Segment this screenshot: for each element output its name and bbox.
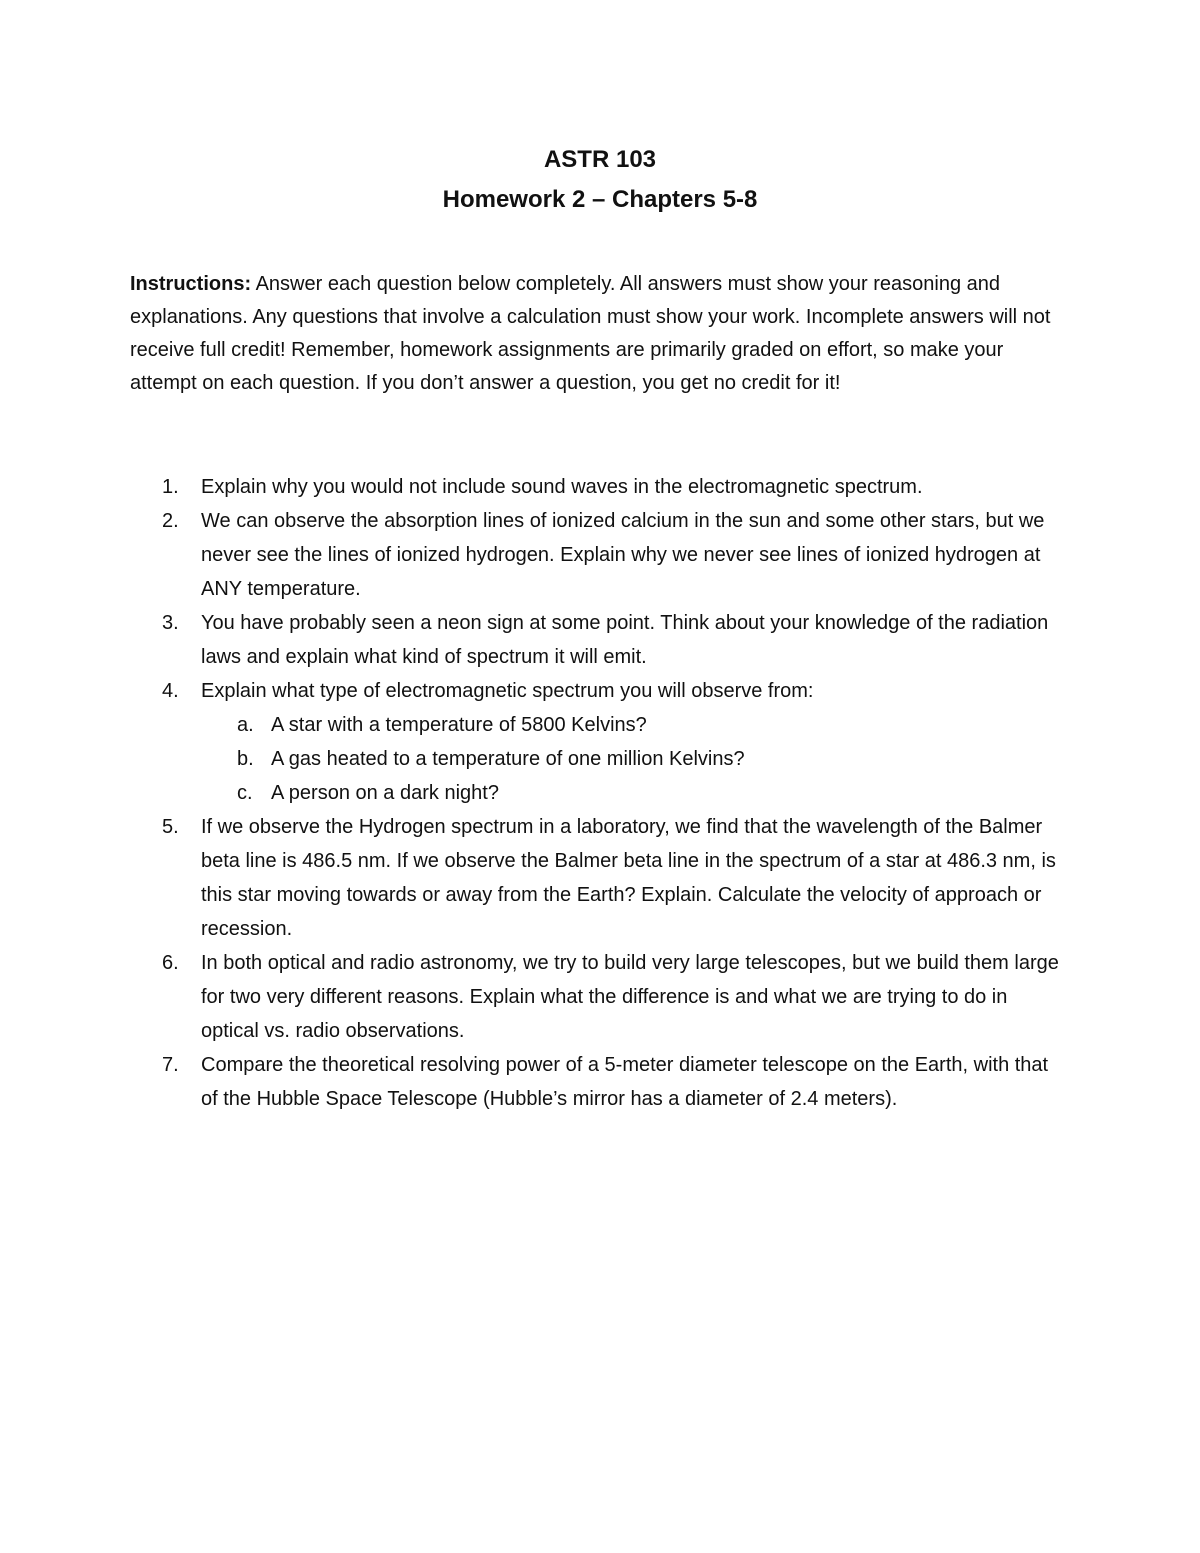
sub-question-text: A star with a temperature of 5800 Kelvins? (271, 714, 647, 736)
question-text: In both optical and radio astronomy, we try to build very large telescopes, but we build them large for two very different reasons. Explain what the difference is and what we are trying to do in optical vs. radio observations. (201, 952, 1059, 1042)
sub-question-letter: c. (237, 782, 253, 804)
question-item (130, 946, 1070, 1048)
title-block (0, 140, 1200, 220)
question-text: Explain why you would not include sound waves in the electromagnetic spectrum. (201, 476, 923, 498)
sub-question-letter: a. (237, 714, 254, 736)
question-number: 4. (162, 680, 179, 702)
question-item (130, 504, 1070, 606)
question-number: 3. (162, 612, 179, 634)
question-text: You have probably seen a neon sign at some point. Think about your knowledge of the radiation laws and explain what kind of spectrum it will emit. (201, 612, 1049, 668)
sub-question-item (201, 776, 1070, 810)
question-list (130, 470, 1070, 1116)
assignment-title: Homework 2 – Chapters 5-8 (442, 186, 758, 213)
question-item (130, 674, 1070, 810)
question-number: 5. (162, 816, 179, 838)
question-text: We can observe the absorption lines of ionized calcium in the sun and some other stars, but we never see the lines of ionized hydrogen. Explain why we never see lines of ionized hydrogen at ANY temperature. (201, 510, 1045, 600)
question-item (130, 470, 1070, 504)
sub-question-item (201, 708, 1070, 742)
question-text: Compare the theoretical resolving power of a 5-meter diameter telescope on the Earth, with that of the Hubble Space Telescope (Hubble’s mirror has a diameter of 2.4 meters). (201, 1054, 1049, 1110)
sub-question-letter: b. (237, 748, 254, 770)
sub-question-list (201, 708, 1070, 810)
question-text: If we observe the Hydrogen spectrum in a laboratory, we find that the wavelength of the Balmer beta line is 486.5 nm. If we observe the Balmer beta line in the spectrum of a star at 486.3 nm, is this star moving towards or away from the Earth? Explain. Calculate the velocity of approach or recession. (201, 816, 1056, 940)
sub-question-text: A person on a dark night? (271, 782, 499, 804)
question-number: 7. (162, 1054, 179, 1076)
question-number: 2. (162, 510, 179, 532)
question-item (130, 810, 1070, 946)
question-item (130, 606, 1070, 674)
instructions-text: Answer each question below completely. All answers must show your reasoning and explanations. Any questions that involve a calculation must show your work. Incomplete answers will not receive full credit! Remember, homework assignments are primarily graded on effort, so make your attempt on each question. If you don’t answer a question, you get no credit for it! (130, 273, 1051, 394)
question-item (130, 1048, 1070, 1116)
question-number: 6. (162, 952, 179, 974)
sub-question-text: A gas heated to a temperature of one million Kelvins? (271, 748, 745, 770)
sub-question-item (201, 742, 1070, 776)
instructions-paragraph (130, 268, 1070, 400)
course-title: ASTR 103 (543, 146, 657, 173)
question-number: 1. (162, 476, 179, 498)
question-text: Explain what type of electromagnetic spectrum you will observe from: (201, 680, 814, 702)
instructions-label: Instructions: (130, 273, 252, 295)
